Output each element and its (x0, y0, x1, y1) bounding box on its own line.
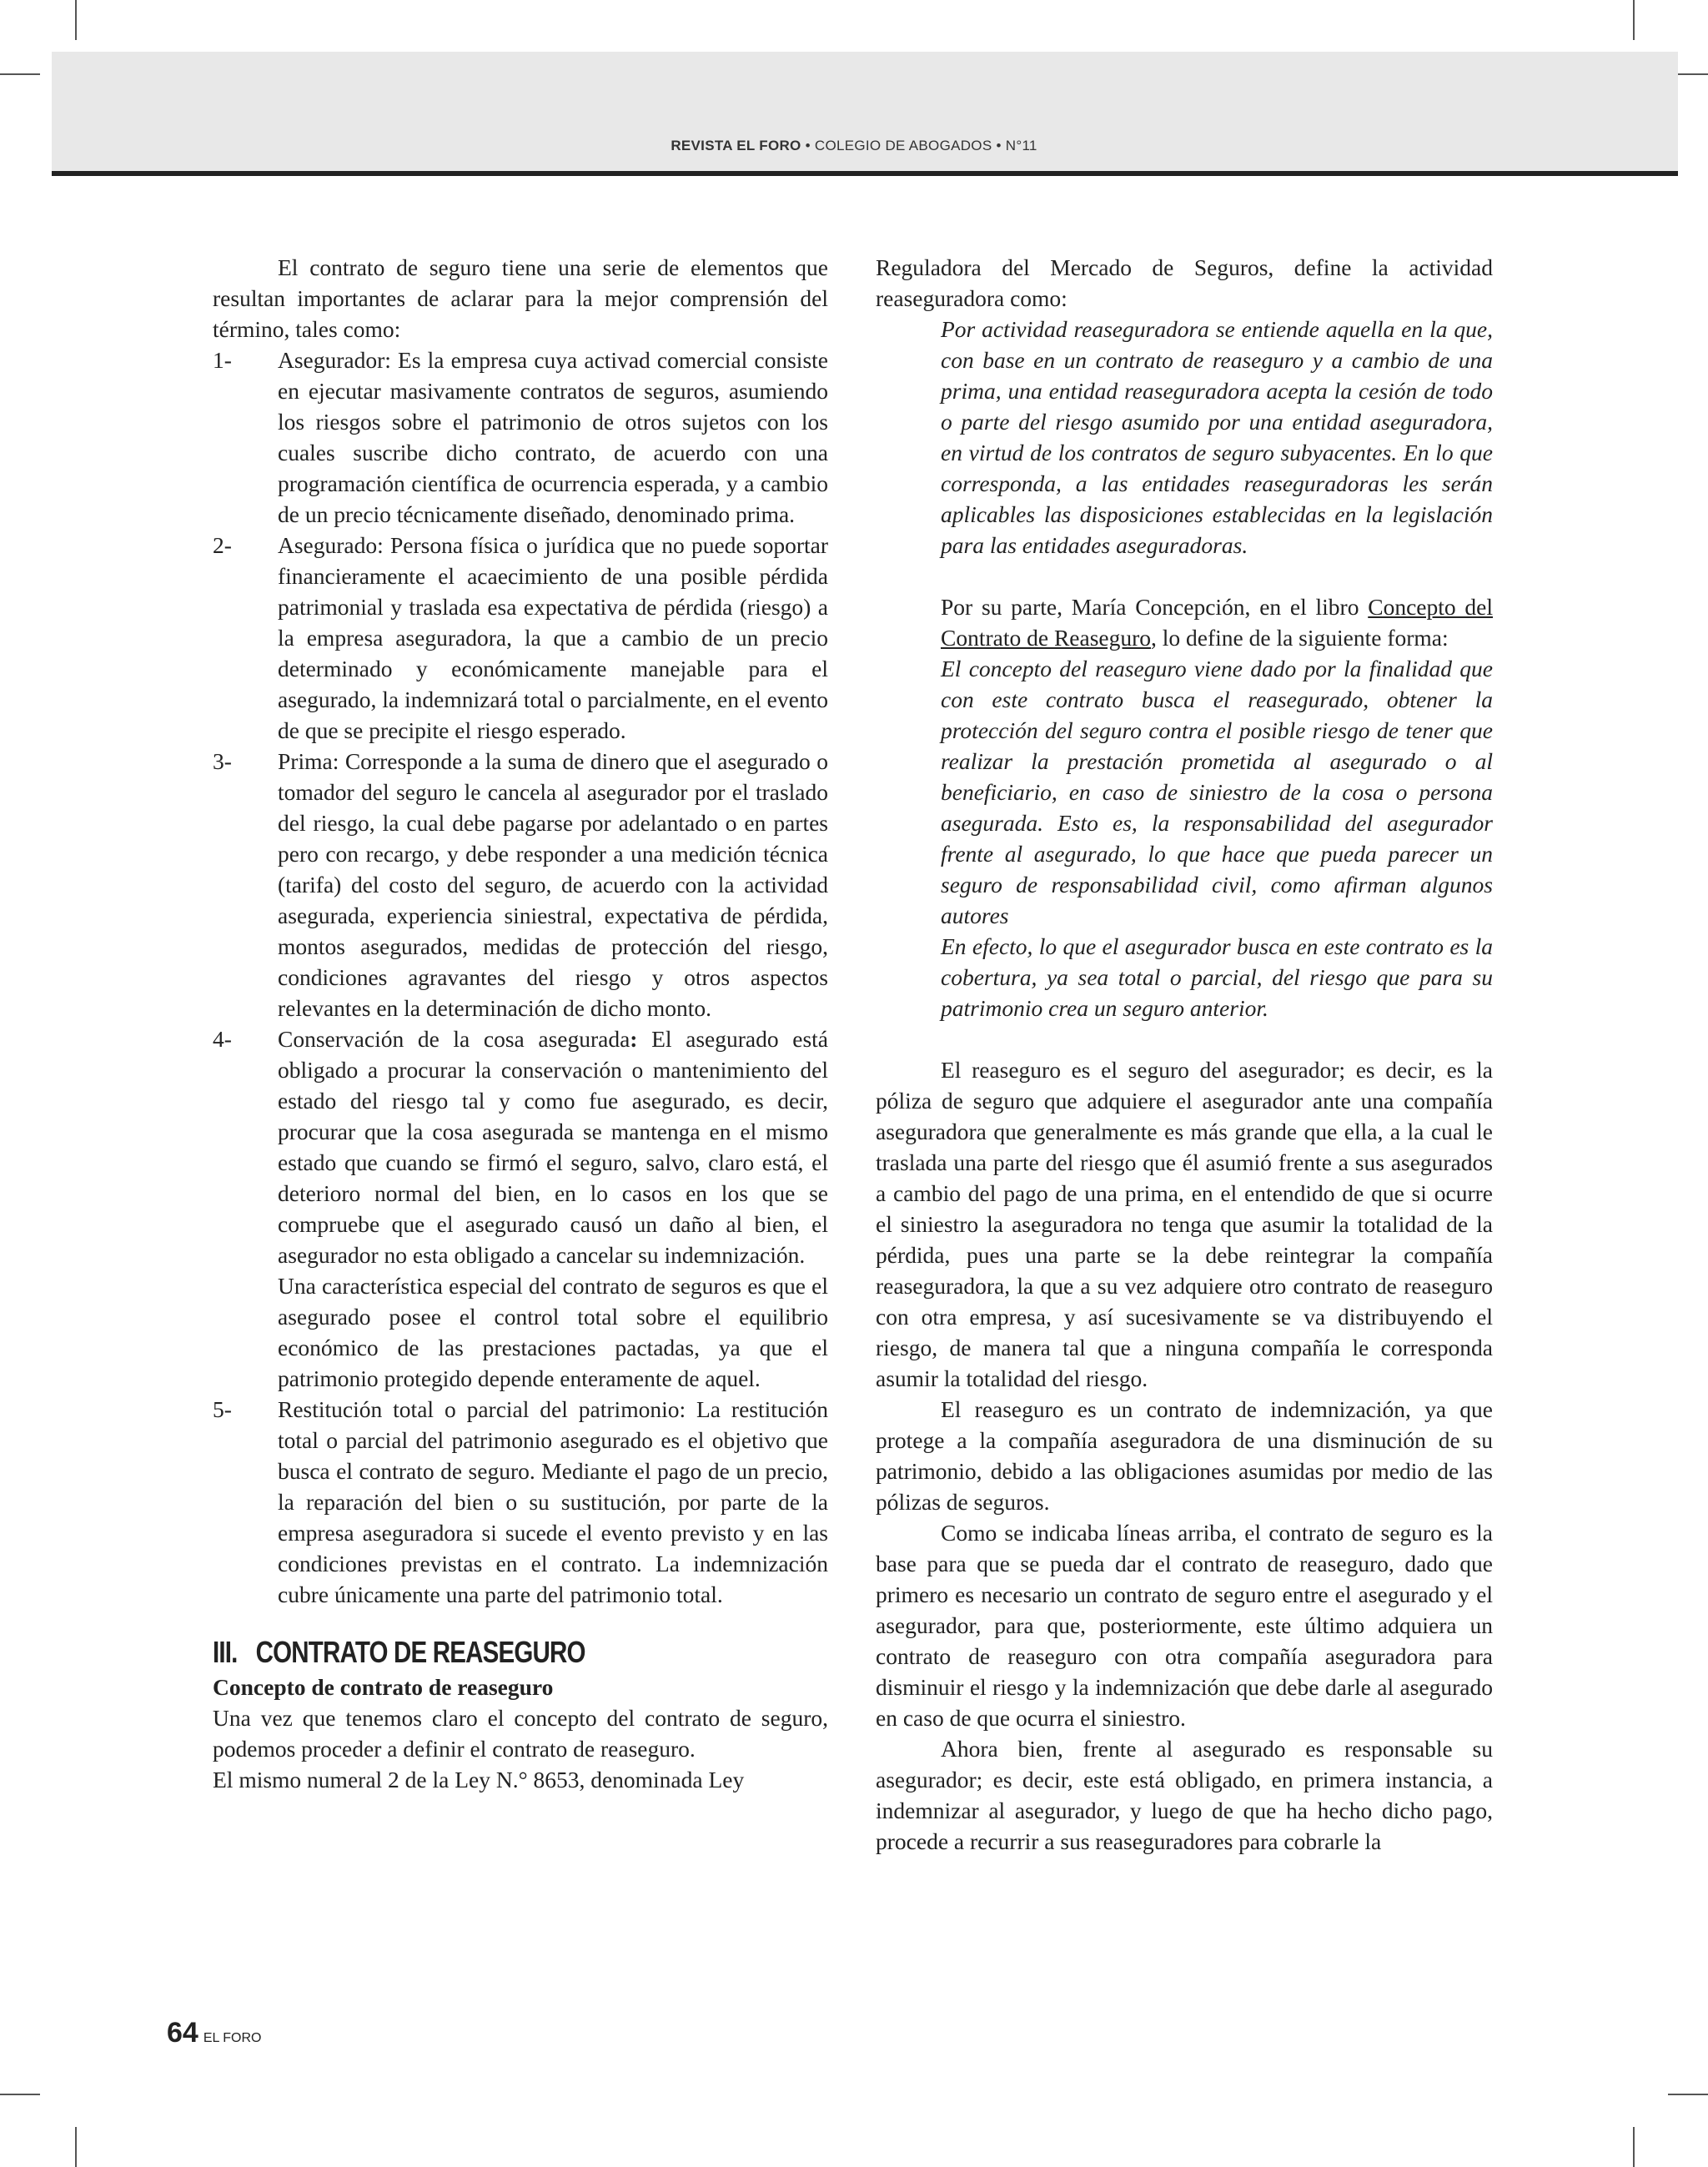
subsection-heading: Concepto de contrato de reaseguro (213, 1674, 554, 1700)
magazine-name: EL FORO (203, 2031, 262, 2045)
page-number: 64 (167, 2017, 198, 2049)
paragraph: Como se indicaba líneas arriba, el contrato de seguro es la base para que se pueda dar el contrato de reaseguro, dado que primero es necesario un contrato de seguro entre el asegurado y el asegurador, para que, posteriormente, este último adquiera un contrato de reaseguro con otra compañía aseguradora para disminuir el riesgo y la indemnización que debe darle al asegurado en caso de que ocurra el siniestro. (876, 1520, 1493, 1731)
list-text: Asegurado: Persona física o jurídica que no puede soportar financieramente el acaecimiento de una posible pérdida patrimonial y traslada esa expectativa de pérdida (riesgo) a la empresa aseguradora, la que a cambio de un precio determinado y económicamente manejable para el asegurado, la indemnizará total o parcialmente, en el evento de que se precipite el riesgo esperado. (278, 532, 828, 743)
journal-name: REVISTA EL FORO (671, 138, 801, 153)
paragraph: El reaseguro es el seguro del asegurador; es decir, es la póliza de seguro que adquiere el asegurador ante una compañía aseguradora que generalmente es más grande que ella, a la cual le traslada una parte del riesgo que él asumió frente a sus asegurados a cambio del pago de una prima, en el entendido de que si ocurre el siniestro la aseguradora no tenga que asumir la totalidad de la pérdida, pues una parte se la debe reintegrar la compañía reaseguradora, la que a su vez adquiere otro contrato de reaseguro con otra empresa, y así sucesivamente se va distribuyendo el riesgo, de manera tal que a ninguna compañía le corresponda asumir la totalidad del riesgo. (876, 1057, 1493, 1391)
right-column (876, 252, 1493, 1857)
crop-mark (1633, 2127, 1635, 2167)
left-column (213, 252, 828, 1795)
crop-mark (1668, 2094, 1708, 2095)
crop-mark (0, 73, 40, 75)
list-number: 2- (213, 532, 232, 558)
paragraph: El reaseguro es un contrato de indemnización, ya que protege a la compañía aseguradora de una disminución de su patrimonio, debido a las obligaciones asumidas por medio de las pólizas de seguros. (876, 1396, 1493, 1515)
paragraph-text: , lo define de la siguiente forma: (1151, 625, 1449, 651)
crop-mark (75, 2127, 77, 2167)
book-title: Concepto del Contrato de Reaseguro (941, 594, 1493, 651)
block-quote: Por actividad reaseguradora se entiende aquella en la que, con base en un contrato de reaseguro y a cambio de una prima, una entidad reaseguradora acepta la cesión de todo o parte del riesgo asumido por una entidad aseguradora, en virtud de los contratos de seguro subyacentes. En lo que corresponda, a las entidades reaseguradoras les serán aplicables las disposiciones establecidas en la legislación para las entidades aseguradoras. (941, 316, 1493, 558)
header-rule (52, 171, 1678, 176)
block-quote: El concepto del reaseguro viene dado por la finalidad que con este contrato busca el reasegurado, obtener la protección del seguro contra el posible riesgo de tener que realizar la prestación prometida al asegurado o al beneficiario, en caso de siniestro de la cosa o persona asegurada. Esto es, la responsabilidad del asegurador frente al asegurado, lo que hace que pueda parecer un seguro de responsabilidad civil, como afirman algunos autores (941, 656, 1493, 928)
list-label: Conservación de la cosa asegurada (278, 1026, 630, 1052)
list-text (278, 1023, 828, 1270)
list-extra-text: Una característica especial del contrato de seguros es que el asegurado posee el control total sobre el equilibrio económico de las prestaciones pactadas, ya que el patrimonio protegido depende enteramente de aquel. (278, 1273, 828, 1391)
paragraph-text: Por su parte, María Concepción, en el libro (941, 594, 1369, 620)
list-item (213, 1394, 828, 1610)
crop-mark (0, 2094, 40, 2095)
list-label-colon: : (630, 1026, 638, 1052)
list-item (213, 344, 828, 530)
running-header (0, 138, 1708, 154)
block-quote: En efecto, lo que el asegurador busca en este contrato es la cobertura, ya sea total o parcial, del riesgo que para su patrimonio crea un seguro anterior. (941, 933, 1493, 1021)
list-text: Restitución total o parcial del patrimonio: La restitución total o parcial del patrimonio asegurado es el objetivo que busca el contrato de seguro. Mediante el pago de un precio, la reparación del bien o su sustitución, por parte de la empresa aseguradora si sucede el evento previsto y en las condiciones previstas en el contrato. La indemnización cubre únicamente una parte del patrimonio total. (278, 1396, 828, 1607)
page-footer (167, 2017, 261, 2049)
intro-paragraph: El contrato de seguro tiene una serie de elementos que resultan importantes de aclarar para la mejor comprensión del término, tales como: (213, 254, 828, 342)
list-number: 5- (213, 1396, 232, 1422)
paragraph: Ahora bien, frente al asegurado es responsable su asegurador; es decir, este está obligado, en primera instancia, a indemnizar al asegurador, y luego de que ha hecho dicho pago, procede a recurrir a sus reaseguradores para cobrarle la (876, 1736, 1493, 1854)
list-text: Asegurador: Es la empresa cuya activad comercial consiste en ejecutar masivamente contratos de seguros, asumiendo los riesgos sobre el patrimonio de otros sujetos con los cuales suscribe dicho contrato, de acuerdo con una programación científica de ocurrencia esperada, y a cambio de un precio técnicamente diseñado, denominado prima. (278, 347, 828, 527)
spacer (876, 1023, 1493, 1054)
list-text-body: El asegurado está obligado a procurar la conservación o mantenimiento del estado del riesgo tal y como fue asegurado, es decir, procurar que la cosa asegurada se mantenga en el mismo estado que cuando se firmó el seguro, salvo, claro está, el deterioro normal del bien, en lo casos en los que se compruebe que el asegurado causó un daño al bien, el asegurador no esta obligado a cancelar su indemnización. (278, 1026, 828, 1268)
paragraph: Reguladora del Mercado de Seguros, define la actividad reaseguradora como: (876, 254, 1493, 311)
list-number: 3- (213, 748, 232, 774)
journal-issue: • COLEGIO DE ABOGADOS • N°11 (801, 138, 1037, 153)
list-number: 1- (213, 347, 232, 373)
crop-mark (1633, 0, 1635, 40)
paragraph: El mismo numeral 2 de la Ley N.° 8653, denominada Ley (213, 1767, 745, 1792)
list-item (213, 746, 828, 1023)
list-text: Prima: Corresponde a la suma de dinero que el asegurado o tomador del seguro le cancela al asegurador por el traslado del riesgo, la cual debe pagarse por adelantado o en partes pero con recargo, y debe responder a una medición técnica (tarifa) del costo del seguro, de acuerdo con la actividad asegurada, experiencia siniestral, expectativa de pérdida, montos asegurados, medidas de protección del riesgo, condiciones agravantes del riesgo y otros aspectos relevantes en la determinación de dicho monto. (278, 748, 828, 1021)
crop-mark (75, 0, 77, 40)
list-item (213, 530, 828, 746)
paragraph: Una vez que tenemos claro el concepto del contrato de seguro, podemos proceder a definir el contrato de reaseguro. (213, 1705, 828, 1762)
section-title: III. CONTRATO DE REASEGURO (213, 1635, 585, 1669)
list-number: 4- (213, 1026, 232, 1052)
paragraph (876, 591, 1493, 653)
header-band (52, 52, 1678, 173)
spacer (876, 561, 1493, 591)
list-item (213, 1023, 828, 1394)
